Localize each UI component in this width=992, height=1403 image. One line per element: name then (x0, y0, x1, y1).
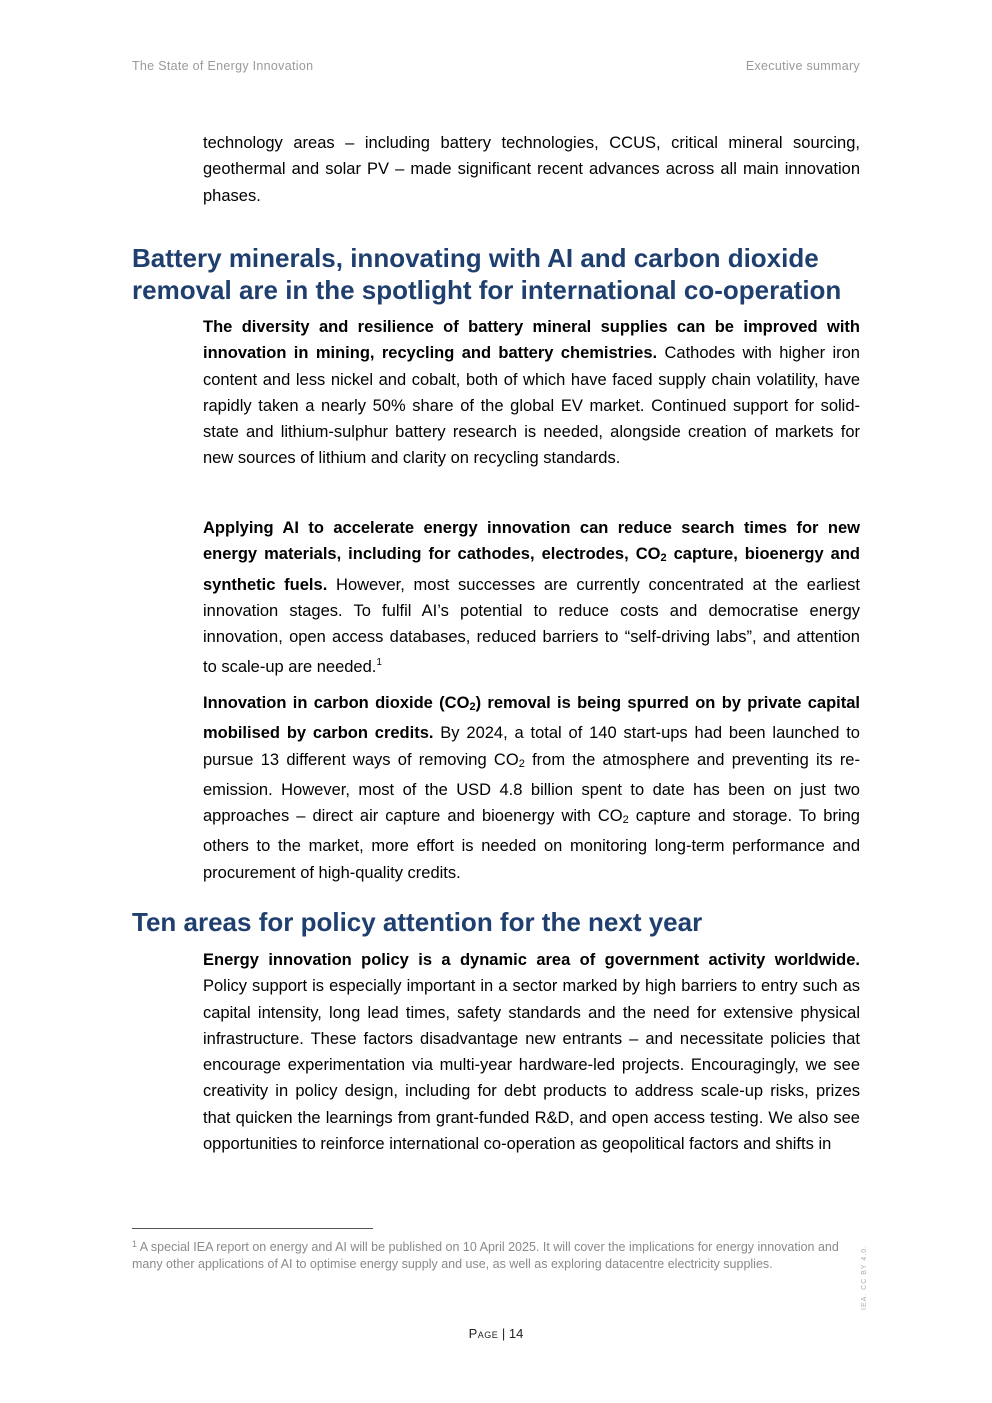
footnote-text: A special IEA report on energy and AI will be published on 10 April 2025. It will cover the implications for energy innovation and many other applications of AI to optimise energy supply and use, as well as exploring datacentre electricity supplies. (132, 1240, 839, 1271)
co2-subscript: 2 (469, 701, 476, 713)
paragraph-body: from the atmosphere and preventing its re-emission. However, most of the USD 4.8 billion spent to date has been on just two approaches – direct air capture and bioenergy with CO (203, 750, 860, 826)
co2-subscript: 2 (622, 814, 629, 827)
lead-bold-part: ) removal is being spurred on by private capital mobilised by carbon credits. (203, 694, 860, 743)
footnote-divider (132, 1228, 373, 1229)
paragraph-body: By 2024, a total of 140 start-ups had been launched to pursue 13 different ways of removing CO (203, 724, 860, 769)
paragraph-body: However, most successes are currently concentrated at the earliest innovation stages. To fulfil AI’s potential to reduce costs and democratise energy innovation, open access databases, reduced barriers to “self-driving labs”, and attention to scale-up are needed. (203, 575, 860, 677)
page-label: Page (468, 1326, 499, 1341)
co2-subscript: 2 (660, 552, 667, 565)
section-heading-battery-minerals: Battery minerals, innovating with AI and carbon dioxide removal are in the spotlight for international co-operation (132, 243, 842, 305)
paragraph-lead-bold: The diversity and resilience of battery mineral supplies can be improved with innovation in mining, recycling and battery chemistries. (203, 318, 860, 363)
co2-subscript: 2 (518, 757, 525, 770)
lead-bold-part: capture, bioenergy and synthetic fuels. (203, 545, 861, 594)
section-heading-policy-attention: Ten areas for policy attention for the next year (132, 907, 703, 937)
footnote (132, 1236, 860, 1273)
footnote-reference[interactable]: 1 (376, 657, 382, 669)
paragraph-body: Policy support is especially important in a sector marked by high barriers to entry such as capital intensity, long lead times, safety standards and the need for extensive physical infrastructure. These factors disadvantage new entrants – and necessitate policies that encourage experimentation via multi-year hardware-led projects. Encouragingly, we see creativity in policy design, including for debt products to address scale-up risks, prizes that quicken the learnings from grant-funded R&D, and open access testing. We also see opportunities to reinforce international co-operation as geopolitical factors and shifts in (203, 977, 860, 1154)
footnote-number: 1 (132, 1239, 138, 1249)
paragraph-body: Cathodes with higher iron content and less nickel and cobalt, both of which have faced supply chain volatility, have rapidly taken a nearly 50% share of the global EV market. Continued support for solid-state and lithium-sulphur battery research is needed, alongside creation of markets for new sources of lithium and clarity on recycling standards. (203, 344, 860, 468)
running-header-title: The State of Energy Innovation (132, 59, 314, 73)
paragraph-ai-innovation (203, 515, 860, 681)
lead-bold-part: Applying AI to accelerate energy innovation can reduce search times for new energy materials, including for cathodes, electrodes, CO (203, 519, 860, 564)
paragraph-battery-minerals (203, 314, 860, 472)
page-number (0, 1326, 992, 1341)
paragraph-carbon-removal (203, 690, 860, 886)
page-separator: | (498, 1326, 509, 1341)
paragraph-lead-bold: Energy innovation policy is a dynamic area of government activity worldwide. (203, 951, 860, 969)
lead-bold-part: Innovation in carbon dioxide (CO (203, 694, 470, 712)
intro-paragraph: technology areas – including battery technologies, CCUS, critical mineral sourcing, geothermal and solar PV – made significant recent advances across all main innovation phases. (203, 134, 860, 205)
license-note: IEA. CC BY 4.0. (861, 1244, 868, 1310)
running-header-section: Executive summary (745, 59, 860, 73)
paragraph-body: capture and storage. To bring others to the market, more effort is needed on monitoring long-term performance and procurement of high-quality credits. (203, 807, 860, 882)
page-number-value: 14 (508, 1326, 524, 1341)
paragraph-energy-innovation-policy (203, 947, 860, 1157)
